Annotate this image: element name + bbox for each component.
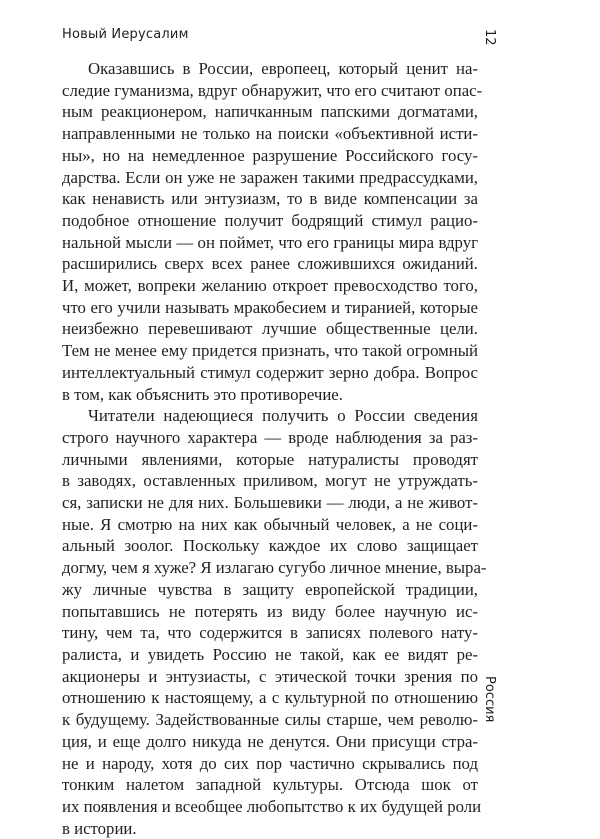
paragraph-1 xyxy=(62,58,483,405)
text-line: интеллектуальный стимул содержит зерно добра. Вопрос xyxy=(62,362,478,382)
text-line: дарства. Если он уже не заражен такими предрассудками, xyxy=(62,167,478,187)
text-line: в том, как объяснить это противоречие. xyxy=(62,384,343,404)
text-line: в заводях, оставленных приливом, могут не утруждать- xyxy=(62,471,478,491)
text-line: тонким налетом западной культуры. Отсюда шок от xyxy=(62,775,478,795)
text-line: не и народу, хотя до сих пор частично скрывались под xyxy=(62,753,478,773)
text-line: жу личные чувства в защиту европейской традиции, xyxy=(62,579,478,599)
text-line: тину, чем та, что содержится в записях полевого нату- xyxy=(62,623,478,643)
text-line: что его учили называть мракобесием и тиранией, которые xyxy=(62,297,478,317)
text-line: Тем не менее ему придется признать, что такой огромный xyxy=(62,341,478,361)
text-line: направленными не только на поиски «объективной исти- xyxy=(62,124,478,144)
text-line: строго научного характера — вроде наблюдения за раз- xyxy=(62,427,478,447)
text-line: отношению к настоящему, а с культурной по отношению xyxy=(62,688,478,708)
text-line: Читатели надеющиеся получить о России сведения xyxy=(88,406,478,426)
text-line: неизбежно перевешивают лучшие общественные цели. xyxy=(62,319,478,339)
text-line: подобное отношение получит бодрящий стимул рацио- xyxy=(62,210,478,230)
running-head-title: Новый Иерусалим xyxy=(62,27,189,42)
text-line: нальной мысли — он поймет, что его границы мира вдруг xyxy=(62,232,478,252)
body-text xyxy=(62,58,487,839)
text-line: ным реакционером, напичканным папскими догматами, xyxy=(62,102,478,122)
text-line: к будущему. Задействованные силы старше, чем револю- xyxy=(62,710,478,730)
text-line: ция, и еще долго никуда не денутся. Они присущи стра- xyxy=(62,731,478,751)
text-line: как ненависть или энтузиазм, то в виде компенсации за xyxy=(62,189,478,209)
text-line: их появления и всеобщее любопытство к их будущей роли xyxy=(62,796,482,816)
text-line: ные. Я смотрю на них как обычный человек, а не соци- xyxy=(62,514,478,534)
text-line: ся, записки не для них. Большевики — люди, а не живот- xyxy=(62,493,478,513)
text-line: Оказавшись в России, европеец, который ценит на- xyxy=(88,59,478,78)
text-line: ны», но на немедленное разрушение Российского госу- xyxy=(62,145,478,165)
text-line: ралиста, и увидеть Россию не такой, как ее видят ре- xyxy=(62,644,478,664)
text-line: альный зоолог. Поскольку каждое их слово защищает xyxy=(62,536,478,556)
text-line: личными явлениями, которые натуралисты проводят xyxy=(62,449,478,469)
text-line: попытавшись не потерять из виду более научную ис- xyxy=(62,601,478,621)
text-line: в истории. xyxy=(62,818,137,838)
paragraph-2 xyxy=(62,405,487,839)
text-line: догму, чем я хуже? Я излагаю сугубо личное мнение, выра- xyxy=(62,558,487,578)
section-label: Россия xyxy=(482,676,497,723)
text-line: расширились сверх всех ранее сложившихся ожиданий. xyxy=(62,254,478,274)
page-number: 12 xyxy=(482,29,497,46)
text-line: И, может, вопреки желанию откроет превосходство того, xyxy=(62,276,478,296)
text-line: акционеры и энтузиасты, с этической точки зрения по xyxy=(62,666,478,686)
text-line: следие гуманизма, вдруг обнаружит, что его считают опас- xyxy=(62,80,483,100)
